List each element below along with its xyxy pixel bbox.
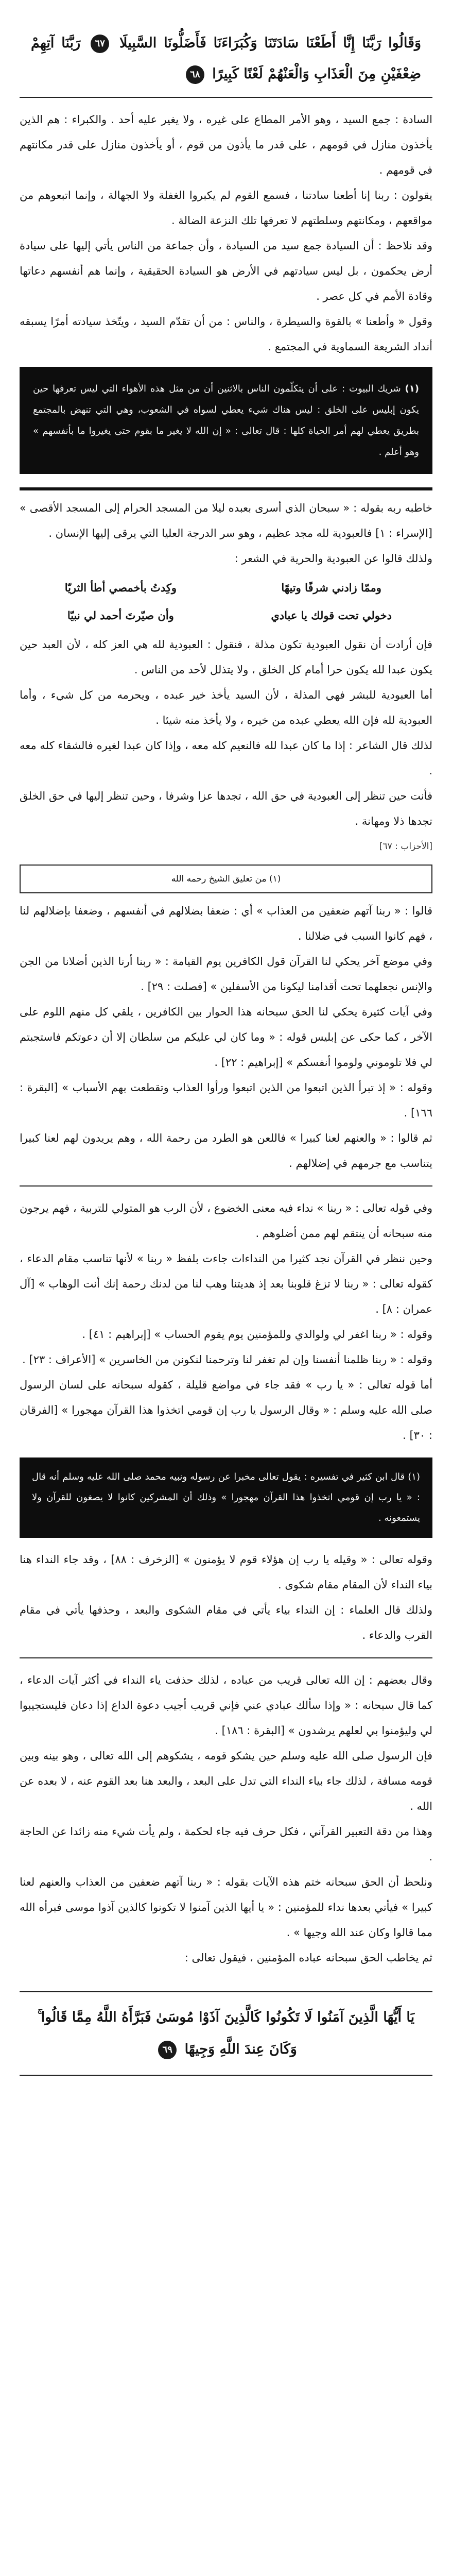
- paragraph: وحين ننظر في القرآن نجد كثيرا من النداءات جاءت بلفظ « ربنا » لأنها تناسب مقام الدعاء ، كقوله تعالى : « ربنا لا تزغ قلوبنا بعد إذ هديتنا وهب لنا من لدنك رحمة إنك أنت الوهاب » [آل عمران : ٨] .: [20, 1252, 432, 1315]
- footnote-box: [20, 367, 432, 474]
- paragraph: أما العبودية للبشر فهي المذلة ، لأن السيد يأخذ خير عبده ، ويحرمه من كل شيء ، وأما العبودية لله فإن الله يعطي عبده من خيره ، ولا يأخذ منه شيئا .: [20, 689, 432, 726]
- paragraph: السادة : جمع السيد ، وهو الأمر المطاع على غيره ، ولا يغير عليه أحد . والكبراء : هم الذين يأخذون منازل في قومهم ، على قدر ما يأذون من قوم ، أو يأخذون منازل على قدر مكانتهم في قومهم .: [20, 113, 432, 176]
- verse-text-67: وَقَالُوا رَبَّنَا إِنَّا أَطَعْنَا سَادَتَنَا وَكُبَرَاءَنَا فَأَضَلُّونَا السَّبِيلَا: [119, 35, 421, 51]
- poem-hemistich: وكِدتُ بأخمصي أطأ الثريّا: [64, 581, 177, 594]
- poem-block: [31, 575, 421, 628]
- paragraph: ثم قالوا : « والعنهم لعنا كبيرا » فاللعن هو الطرد من رحمة الله ، وهم يريدون لهم لعنا كبيرا يتناسب مع جرمهم في إضلالهم .: [20, 1132, 432, 1170]
- paragraph: وهذا من دقة التعبير القرآني ، فكل حرف فيه جاء لحكمة ، ولم يأت شيء منه زائدا عن الحاجة .: [20, 1825, 432, 1863]
- paragraph: وقوله : « ربنا ظلمنا أنفسنا وإن لم تغفر لنا وترحمنا لنكونن من الخاسرين » [الأعراف : ٢٣] .: [22, 1353, 432, 1366]
- section-divider: [20, 487, 432, 490]
- footnote-box: (١) قال ابن كثير في تفسيره : يقول تعالى مخبرا عن رسوله ونبيه محمد صلى الله عليه وسلم أنه قال : « يا رب إن قومي اتخذوا هذا القرآن مهجورا » وذلك أن المشركين كانوا لا يصغون للقرآن ولا يستمعونه .: [20, 1458, 432, 1538]
- paragraph: وفي آيات كثيرة يحكي لنا الحق سبحانه هذا الحوار بين الكافرين ، يلقي كل منهم اللوم على الآخر ، كما حكى عن إبليس قوله : « وما كان لي عليكم من سلطان إلا أن دعوتكم فاستجبتم لي فلا تلوموني ولوموا أنفسكم » [إبراهيم : ٢٢] .: [20, 1006, 432, 1069]
- footnote-heading: (١) من تعليق الشيخ رحمه الله: [20, 865, 432, 893]
- poem-hemistich: وأن صيّرتَ أحمد لي نبيّا: [67, 609, 174, 622]
- paragraph: وفي موضع آخر يحكي لنا القرآن قول الكافرين يوم القيامة : « ربنا أرنا الذين أضلانا من الجن والإنس نجعلهما تحت أقدامنا ليكونا من الأسفلين » [فصلت : ٢٩] .: [20, 955, 432, 993]
- verse-number-67: ٦٧: [91, 35, 109, 53]
- footnote-text: شريك البيوت : على أن يتكلّمون الناس بالاثنين أن من مثل هذه الأهواء التي ليس تعرفها حين يكون إبليس على الخلق : ليس هناك شيء يعطي لسواه في الشعوب، وهي التي تنهض بالمجتمع بطريق يعطي لهم أمر الحياة كلها : قال تعالى : « إن الله لا يغير ما بقوم حتى يغيروا ما بأنفسهم » وهو أعلم .: [33, 383, 419, 457]
- verse-number-69: ٦٩: [158, 2041, 177, 2059]
- paragraph: وقول « وأطعنا » بالقوة والسيطرة ، والناس : من أن تقدّم السيد ، ويتّخذ سيادته أمرًا يسبقه أنداد الشريعة السماوية في المجتمع .: [20, 315, 432, 353]
- poem-line: [31, 603, 421, 628]
- divider: [20, 1657, 432, 1658]
- poem-hemistich: وممّا زادني شرفًا وتيهًا: [281, 581, 381, 594]
- paragraph: وقد نلاحظ : أن السيادة جمع سيد من السيادة ، وأن جماعة من الناس يأتي إليها على سيادة أرض يحكمون ، بل ليس سيادتهم في الأرض هو السيادة الحقيقية ، وإنما هم أنفسهم دعاتها وقادة الأمم في كل عصر .: [20, 240, 432, 302]
- paragraph: وقوله تعالى : « وقيله يا رب إن هؤلاء قوم لا يؤمنون » [الزخرف : ٨٨] ، وقد جاء النداء هنا بياء النداء لأن المقام مقام شكوى .: [20, 1553, 432, 1591]
- poem-hemistich: دخولي تحت قولك يا عبادي: [271, 609, 392, 622]
- verse-header-top: [20, 21, 432, 98]
- transition-text: ثم يخاطب الحق سبحانه عباده المؤمنين ، فيقول تعالى :: [184, 1952, 432, 1964]
- paragraph: وقوله : « ربنا اغفر لي ولوالدي وللمؤمنين يوم يقوم الحساب » [إبراهيم : ٤١] .: [82, 1328, 432, 1341]
- paragraph: ونلحظ أن الحق سبحانه ختم هذه الآيات بقوله : « ربنا آتهم ضعفين من العذاب والعنهم لعنا كبيرا » فيأتي بعدها نداء للمؤمنين : « يا أيها الذين آمنوا لا تكونوا كالذين آذوا موسى فبرأه الله مما قالوا وكان عند الله وجيها » .: [20, 1876, 432, 1939]
- paragraph: فإن الرسول صلى الله عليه وسلم حين يشكو قومه ، يشكوهم إلى الله تعالى ، وهو بينه وبين قومه مسافة ، لذلك جاء بياء النداء التي تدل على البعد ، والبعد هنا بعد القوم عنه ، لا بعده عن الله .: [20, 1750, 432, 1812]
- paragraph: وفي قوله تعالى : « ربنا » نداء فيه معنى الخضوع ، لأن الرب هو المتولي للتربية ، فهم يرجون منه سبحانه أن ينتقم لهم ممن أضلوهم .: [20, 1202, 432, 1240]
- verse-text-68: رَبَّنَا آتِهِمْ ضِعْفَيْنِ مِنَ الْعَذَابِ وَالْعَنْهُمْ لَعْنًا كَبِيرًا: [31, 35, 421, 82]
- paragraph: قالوا : « ربنا آتهم ضعفين من العذاب » أي : ضعفا بضلالهم في أنفسهم ، وضعفا بإضلالهم لنا ، فهم كانوا السبب في ضلالنا .: [20, 905, 432, 942]
- paragraph: ولذلك قالوا عن العبودية والحرية في الشعر :: [234, 552, 432, 565]
- verse-reference: [الأحزاب : ٦٧]: [379, 841, 432, 852]
- divider: [20, 1185, 432, 1187]
- paragraph: خاطبه ربه بقوله : « سبحان الذي أسرى بعبده ليلا من المسجد الحرام إلى المسجد الأقصى » [الإسراء : ١] فالعبودية لله مجد عظيم ، وهو سر الدرجة العليا التي يرقى إليها الإنسان .: [20, 502, 432, 539]
- paragraph: وقال بعضهم : إن الله تعالى قريب من عباده ، لذلك حذفت ياء النداء في أكثر آيات الدعاء ، كما قال سبحانه : « وإذا سألك عبادي عني فإني قريب أجيب دعوة الداع إذا دعان فليستجيبوا لي وليؤمنوا بي لعلهم يرشدون » [البقرة : ١٨٦] .: [20, 1674, 432, 1737]
- footnote-mark: (١): [405, 383, 419, 394]
- paragraph: فإن أرادت أن نقول العبودية تكون مذلة ، فنقول : العبودية لله هي العز كله ، لأن العبد حين يكون عبدا لله يكون حرا أمام كل الخلق ، ولا يتذلل لأحد من الناس .: [20, 638, 432, 676]
- paragraph: لذلك قال الشاعر : إذا ما كان عبدا لله فالنعيم كله معه ، وإذا كان عبدا لغيره فالشقاء كله معه .: [20, 739, 432, 777]
- paragraph: ولذلك قال العلماء : إن النداء بياء يأتي في مقام الشكوى والبعد ، وحذفها يأتي في مقام القرب والدعاء .: [20, 1604, 432, 1641]
- paragraph: أما قوله تعالى : « يا رب » فقد جاء في مواضع قليلة ، كقوله سبحانه على لسان الرسول صلى الله عليه وسلم : « وقال الرسول يا رب إن قومي اتخذوا هذا القرآن مهجورا » [الفرقان : ٣٠] .: [20, 1379, 432, 1442]
- paragraph: وقوله : « إذ تبرأ الذين اتبعوا من الذين اتبعوا ورأوا العذاب وتقطعت بهم الأسباب » [البقرة : ١٦٦] .: [20, 1081, 432, 1119]
- paragraph: يقولون : ربنا إنا أطعنا سادتنا ، فسمع القوم لم يكبروا الغفلة ولا الجهالة ، وإنما اتبعوهم من مواقعهم ، ومكانتهم وسلطتهم لا تعرفها تلك النزعة الضالة .: [20, 189, 432, 227]
- verse-number-68: ٦٨: [186, 65, 204, 84]
- verse-header-bottom: [20, 1991, 432, 2076]
- poem-line: [31, 575, 421, 600]
- verse-text-69: يَا أَيُّهَا الَّذِينَ آمَنُوا لَا تَكُونُوا كَالَّذِينَ آذَوْا مُوسَىٰ فَبَرَّأَهُ اللَّهُ مِمَّا قَالُوا ۚ وَكَانَ عِندَ اللَّهِ وَجِيهًا: [37, 2009, 415, 2057]
- paragraph: فأنت حين تنظر إلى العبودية في حق الله ، تجدها عزا وشرفا ، وحين تنظر إليها في حق الخلق تجدها ذلا ومهانة .: [20, 790, 432, 827]
